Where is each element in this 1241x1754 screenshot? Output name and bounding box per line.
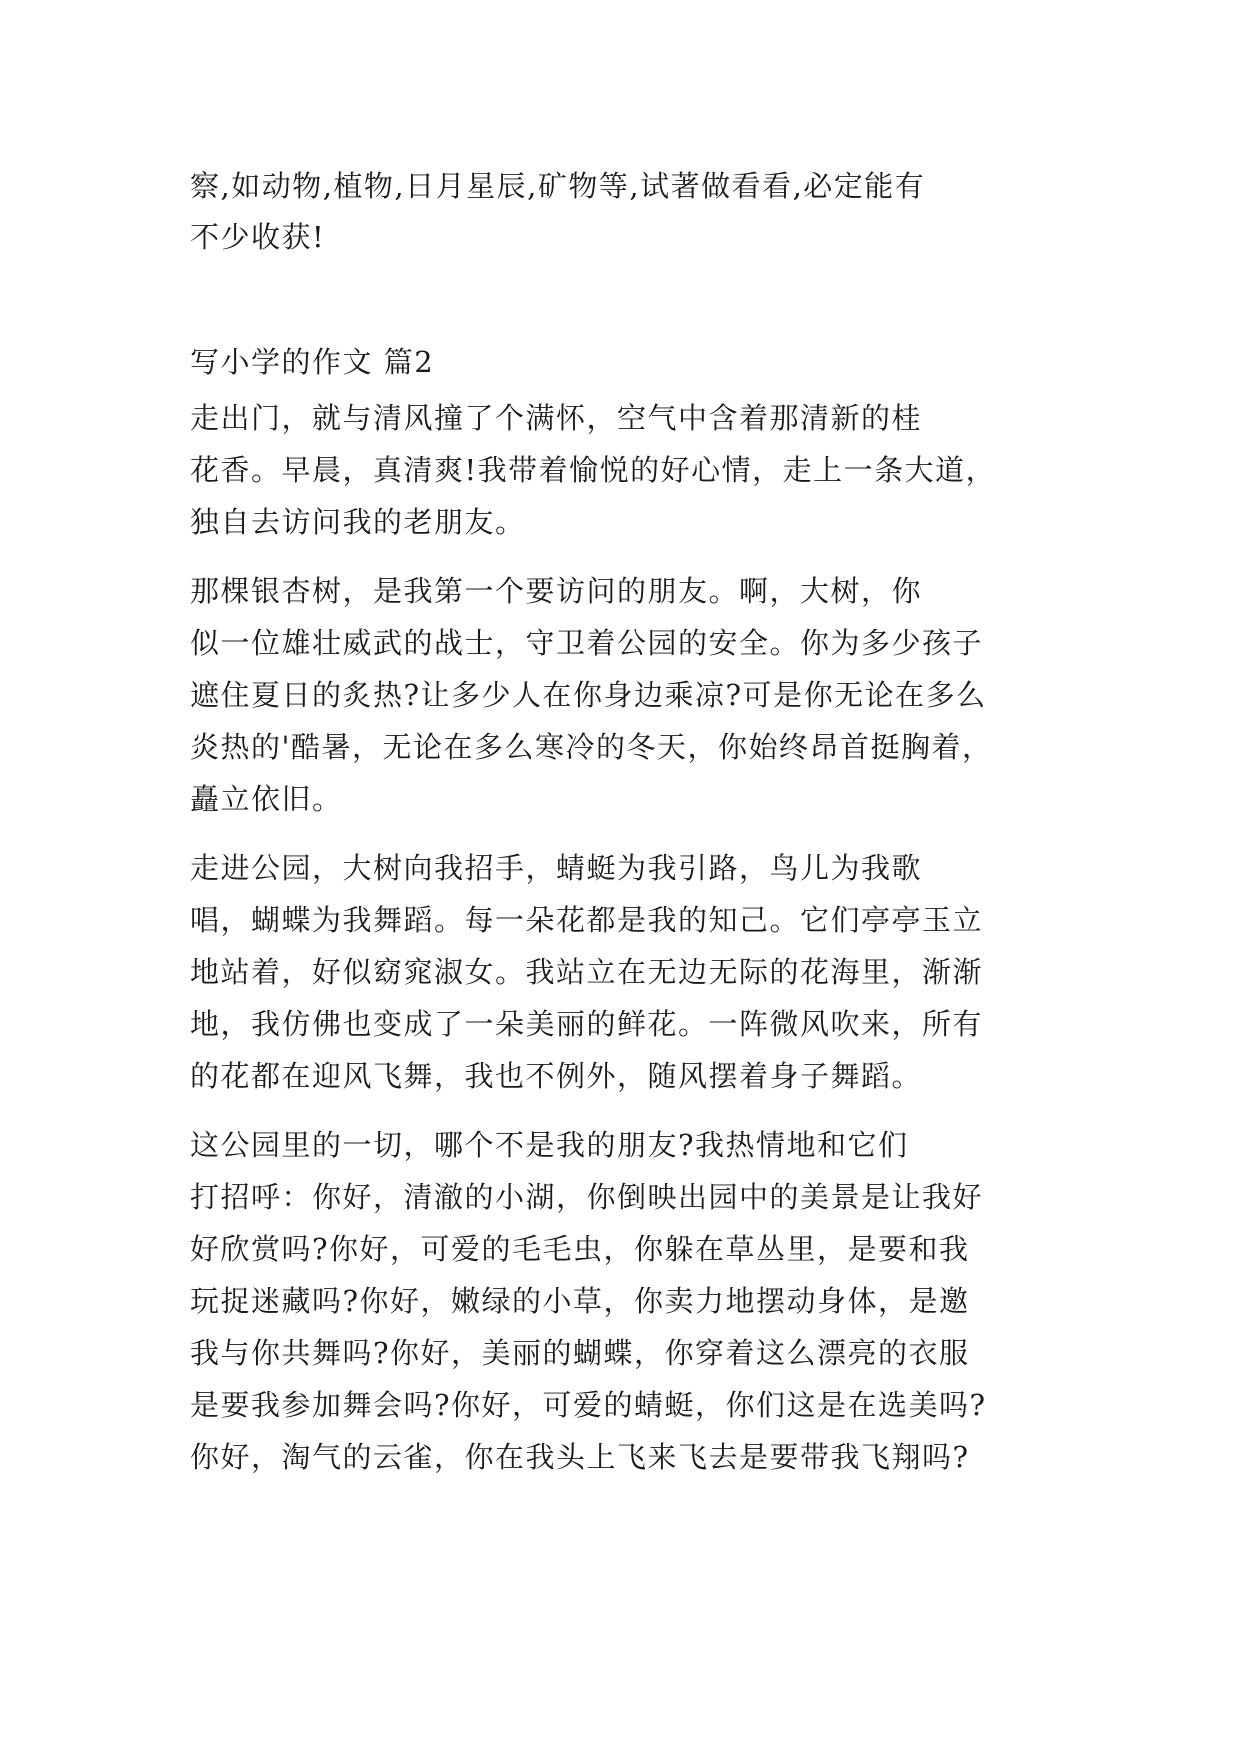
text-line: 走进公园，大树向我招手，蜻蜓为我引路，鸟儿为我歌 xyxy=(190,851,923,885)
text-line: 炎热的'酷暑，无论在多么寒冷的冬天，你始终昂首挺胸着， xyxy=(190,730,993,764)
text-line: 察,如动物,植物,日月星辰,矿物等,试著做看看,必定能有 xyxy=(190,169,926,203)
text-line: 这公园里的一切，哪个不是我的朋友?我热情地和它们 xyxy=(190,1128,909,1162)
text-line: 地站着，好似窈窕淑女。我站立在无边无际的花海里，渐渐 xyxy=(190,955,984,989)
text-line: 你好，淘气的云雀，你在我头上飞来飞去是要带我飞翔吗? xyxy=(190,1440,970,1474)
text-line: 玩捉迷藏吗?你好，嫩绿的小草，你卖力地摆动身体，是邀 xyxy=(190,1284,970,1318)
text-line: 不少收获! xyxy=(190,220,326,254)
text-line: 是要我参加舞会吗?你好，可爱的蜻蜓，你们这是在选美吗? xyxy=(190,1388,987,1422)
text-line: 地，我仿佛也变成了一朵美丽的鲜花。一阵微风吹来，所有 xyxy=(190,1007,984,1041)
text-line: 遮住夏日的炙热?让多少人在你身边乘凉?可是你无论在多么 xyxy=(190,678,987,712)
text-line: 我与你共舞吗?你好，美丽的蝴蝶，你穿着这么漂亮的衣服 xyxy=(190,1336,970,1370)
text-line: 矗立依旧。 xyxy=(190,782,343,816)
text-line: 唱，蝴蝶为我舞蹈。每一朵花都是我的知己。它们亭亭玉立 xyxy=(190,903,984,937)
text-line: 打招呼：你好，清澈的小湖，你倒映出园中的美景是让我好 xyxy=(190,1180,984,1214)
text-line: 那棵银杏树，是我第一个要访问的朋友。啊，大树，你 xyxy=(190,574,923,608)
text-line: 独自去访问我的老朋友。 xyxy=(190,505,526,539)
section-heading: 写小学的作文 篇2 xyxy=(190,345,435,379)
text-line: 似一位雄壮威武的战士，守卫着公园的安全。你为多少孩子 xyxy=(190,626,984,660)
text-line: 花香。早晨，真清爽!我带着愉悦的好心情，走上一条大道， xyxy=(190,453,997,487)
text-line: 好欣赏吗?你好，可爱的毛毛虫，你躲在草丛里，是要和我 xyxy=(190,1232,970,1266)
text-line: 的花都在迎风飞舞，我也不例外，随风摆着身子舞蹈。 xyxy=(190,1059,923,1093)
text-line: 走出门，就与清风撞了个满怀，空气中含着那清新的桂 xyxy=(190,401,923,435)
